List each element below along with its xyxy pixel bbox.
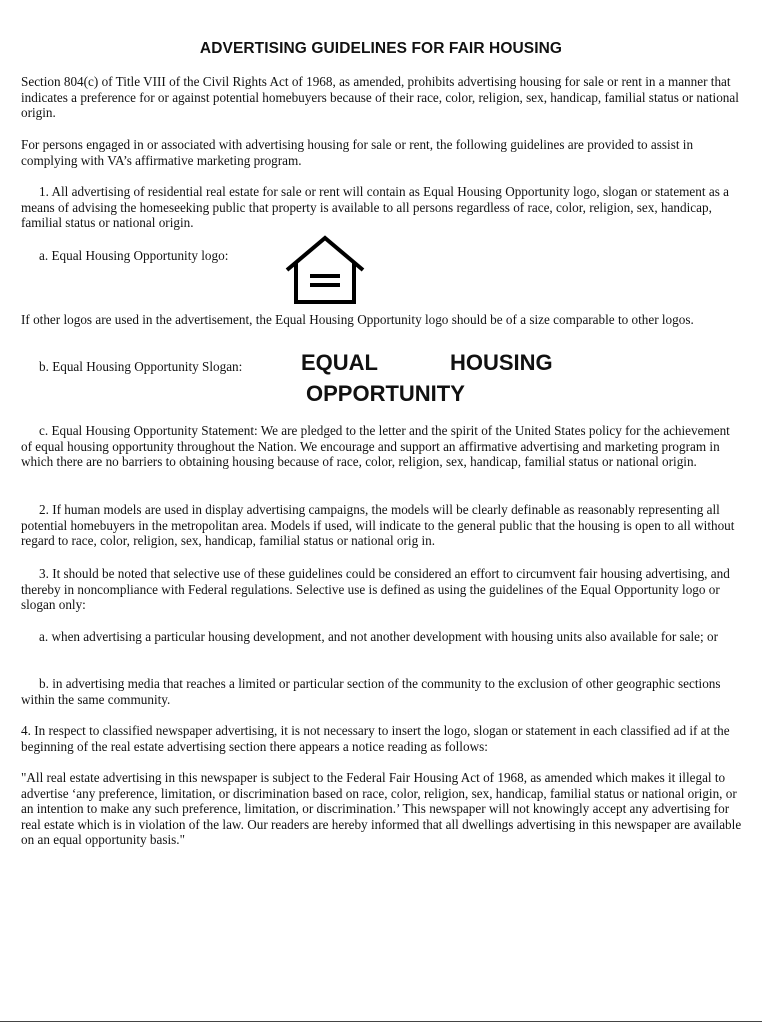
item-4-paragraph: 4. In respect to classified newspaper advertising, it is not necessary to insert the logo, slogan or statement in each classified ad if at the beginning of the real estate advertising section there appears a notice reading as follows: (21, 723, 730, 754)
item-1c-statement: c. Equal Housing Opportunity Statement: We are pledged to the letter and the spirit of the United States policy for the achievement of equal housing opportunity throughout the Nation. We encourage and support an affirmative advertising and marketing program in which there are no barriers to obtaining housing because of race, color, religion, sex, handicap, familial status or national origin. (21, 423, 730, 470)
page-title: ADVERTISING GUIDELINES FOR FAIR HOUSING (199, 40, 563, 57)
item-3a-paragraph: a. when advertising a particular housing development, and not another development with housing units also available for sale; or (39, 629, 718, 644)
equal-housing-house-icon (283, 234, 367, 306)
other-logos-paragraph: If other logos are used in the advertisement, the Equal Housing Opportunity logo should be of a size comparable to other logos. (21, 312, 694, 327)
slogan-label: b. Equal Housing Opportunity Slogan: (39, 359, 243, 374)
purpose-paragraph: For persons engaged in or associated with advertising housing for sale or rent, the following guidelines are provided to assist in complying with VA’s affirmative marketing program. (21, 137, 694, 168)
newspaper-notice-paragraph: "All real estate advertising in this newspaper is subject to the Federal Fair Housing Act of 1968, as amended which makes it illegal to advertise ‘any preference, limitation, or discrimination based on race, color, religion, sex, handicap, familial status or national origin, or an intention to make any such preference, limitation, or discrimination.’ This newspaper will not knowingly accept any advertising for real estate which is in violation of the law. Our readers are hereby informed that all dwellings advertising in this newspaper are available on an equal opportunity basis." (21, 770, 742, 848)
intro-paragraph: Section 804(c) of Title VIII of the Civil Rights Act of 1968, as amended, prohibits advertising housing for sale or rent in a manner that indicates a preference for or against potential homebuyers because of their race, color, religion, sex, handicap, familial status or national origin. (21, 74, 739, 121)
slogan-word-equal: EQUAL (301, 350, 378, 375)
page-bottom-rule (0, 1021, 762, 1022)
item-1-paragraph: 1. All advertising of residential real estate for sale or rent will contain as Equal Housing Opportunity logo, slogan or statement as a means of advising the homeseeking public that property is available to all persons regardless of race, color, religion, sex, handicap, familial status or national origin. (21, 184, 729, 231)
item-3b-paragraph: b. in advertising media that reaches a limited or particular section of the community to the exclusion of other geographic sections within the same community. (21, 676, 721, 707)
item-2-paragraph: 2. If human models are used in display advertising campaigns, the models will be clearly definable as reasonably representing all potential homebuyers in the metropolitan area. Models if used, will indicate to the general public that the housing is open to all without regard to race, color, religion, sex, handicap, familial status or national orig in. (21, 502, 735, 549)
slogan-word-opportunity: OPPORTUNITY (306, 381, 465, 406)
item-3-paragraph: 3. It should be noted that selective use of these guidelines could be considered an effort to circumvent fair housing advertising, and thereby in noncompliance with Federal regulations. Selective use is defined as using the guidelines of the Equal Opportunity logo or slogan only: (21, 566, 730, 613)
logo-label: a. Equal Housing Opportunity logo: (39, 248, 229, 263)
slogan-word-housing: HOUSING (450, 350, 553, 375)
